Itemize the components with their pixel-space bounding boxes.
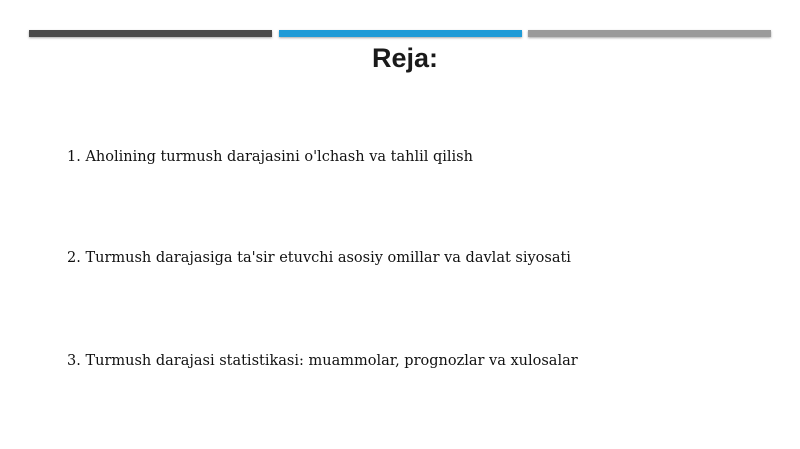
plan-item-1: 1. Aholining turmush darajasini o'lchash va tahlil qilish xyxy=(67,149,473,165)
header-accent-bars xyxy=(0,30,800,38)
slide-title: Reja: xyxy=(371,43,439,73)
accent-bar-light-gray xyxy=(528,30,771,37)
accent-bar-blue xyxy=(279,30,522,37)
plan-item-2: 2. Turmush darajasiga ta'sir etuvchi asosiy omillar va davlat siyosati xyxy=(67,250,571,266)
plan-item-3: 3. Turmush darajasi statistikasi: muammolar, prognozlar va xulosalar xyxy=(67,353,578,369)
accent-bar-dark-gray xyxy=(29,30,272,37)
